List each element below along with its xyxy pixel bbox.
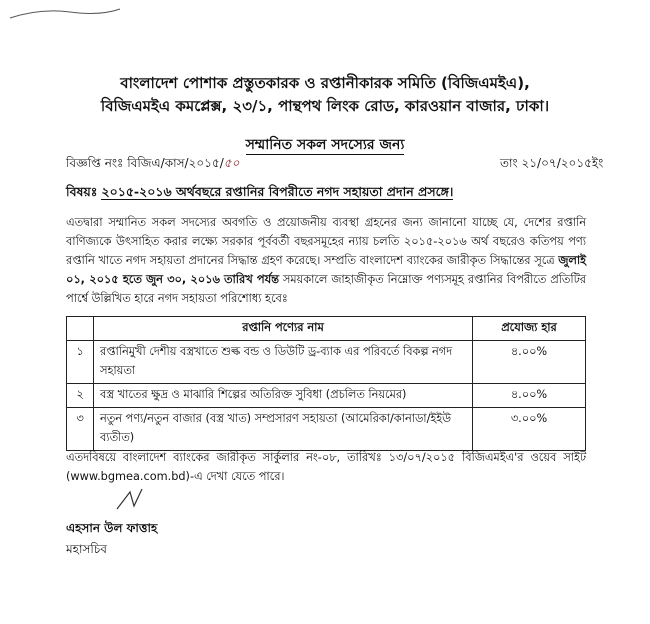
organization-address: বিজিএমইএ কমপ্লেক্স, ২৩/১, পান্থপথ লিংক রোড, কারওয়ান বাজার, ঢাকা। [100,97,550,115]
footer-note: এতদবিষয়ে বাংলাদেশ ব্যাংকের জারীকৃত সার্কুলার নং-০৮, তারিখঃ ১৩/০৭/২০১৫ বিজিএমইএ'র ওয়েব সাইট (www.bgmea.com.bd)-এ দেখা যেতে পারে। [66,451,586,483]
organization-name: বাংলাদেশ পোশাক প্রস্তুতকারক ও রপ্তানীকারক সমিতি (বিজিএমইএ), [120,74,530,92]
table-row [67,408,586,451]
handwritten-ref-number: ৫০ [223,156,240,170]
product-name-header: রপ্তানি পণ্যের নাম [94,317,473,341]
table-header-row [67,317,586,341]
serial-cell: ৩ [67,408,94,451]
reference-number: বিজ্ঞপ্তি নংঃ বিজিএ/কাস/২০১৫/৫০ [66,156,240,170]
product-name-cell: রপ্তানিমুখী দেশীয় বস্ত্রখাতে শুল্ক বন্ড ও ডিউটি ড্র-ব্যাক এর পরিবর্তে বিকল্প নগদ সহায়তা [94,341,473,384]
signature-mark [112,484,172,514]
serial-header [67,317,94,341]
rate-header: প্রযোজ্য হার [473,317,586,341]
rate-cell: ৪.০০% [473,384,586,408]
period-highlight: জুলাই ০১, ২০১৫ হতে জুন ৩০, ২০১৬ তারিখ পর্যন্ত [66,254,586,286]
rate-cell: ৩.০০% [473,408,586,451]
table-row [67,341,586,384]
signatory-title: মহাসচিব [66,542,107,556]
serial-cell: ১ [67,341,94,384]
notice-heading: সম্মানিত সকল সদস্যের জন্য [245,137,405,153]
subject-line: বিষয়ঃ ২০১৫-২০১৬ অর্থবছরে রপ্তানির বিপরীতে নগদ সহায়তা প্রদান প্রসঙ্গে। [66,184,454,199]
product-name-cell: নতুন পণ্য/নতুন বাজার (বস্ত্র খাত) সম্প্রসারণ সহায়তা (আমেরিকা/কানাডা/ইইউ ব্যতীত) [94,408,473,451]
signatory-name: এহসান উল ফাত্তাহ [66,521,158,535]
rate-cell: ৪.০০% [473,341,586,384]
body-paragraph: এতদ্বারা সম্মানিত সকল সদস্যের অবগতি ও প্রয়োজনীয় ব্যবস্থা গ্রহনের জন্য জানানো যাচ্ছে যে, দেশের রপ্তানি বাণিজ্যকে উৎসাহিত করার লক্ষ্যে সরকার পূর্ববর্তী বছরসমূহের ন্যায় চলতি ২০১৫-২০১৬ অর্থ বছরেও কতিপয় পণ্য রপ্তানি খাতে নগদ সহায়তা প্রদানের সিদ্ধান্ত গ্রহণ করেছে। সম্প্রতি বাংলাদেশ ব্যাংকের জারীকৃত সিদ্ধান্তের সূত্রে জুলাই ০১, ২০১৫ হতে জুন ৩০, ২০১৬ তারিখ পর্যন্ত সময়কালে জাহাজীকৃত নিম্নোক্ত পণ্যসমূহ রপ্তানির বিপরীতে প্রতিটির পার্শ্বে উল্লিখিত হারে নগদ সহায়তা পরিশোধ্য হবেঃ [66,216,586,305]
export-products-table [66,316,586,451]
serial-cell: ২ [67,384,94,408]
notice-date: তাং ২১/০৭/২০১৫ইং [500,156,604,170]
product-name-cell: বস্ত্র খাতের ক্ষুদ্র ও মাঝারি শিল্পের অতিরিক্ত সুবিধা (প্রচলিত নিয়মের) [94,384,473,408]
pen-scribble-mark [0,0,650,40]
table-row [67,384,586,408]
